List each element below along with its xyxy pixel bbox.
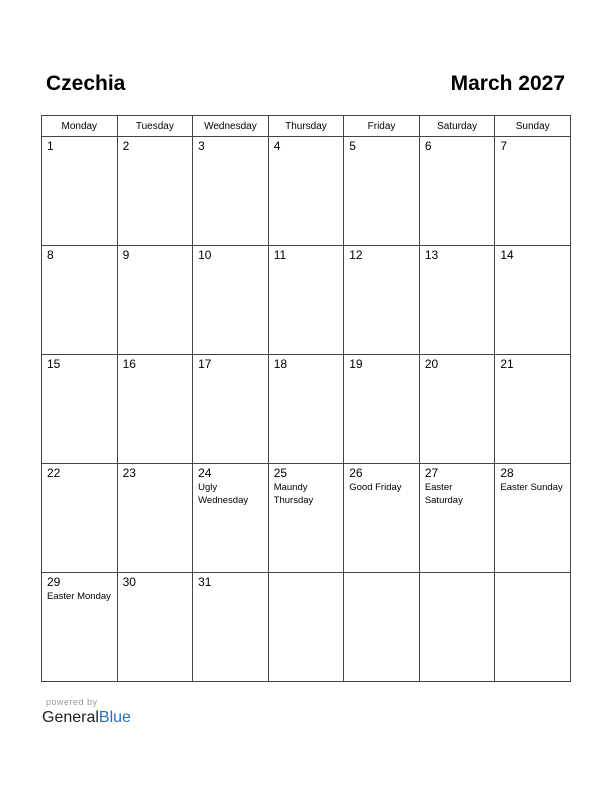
day-number: 7: [500, 139, 508, 153]
day-number: 31: [198, 575, 212, 589]
holiday-label: Easter Sunday: [500, 482, 563, 493]
country-title: Czechia: [46, 72, 126, 95]
day-cell: [117, 137, 193, 246]
day-cell: [344, 355, 420, 464]
day-cell: [193, 573, 269, 682]
day-number: 17: [198, 357, 212, 371]
month-title: March 2027: [450, 72, 565, 95]
weekday-header: Thursday: [268, 116, 344, 137]
day-number: 13: [424, 248, 439, 262]
day-number: 25: [273, 466, 288, 480]
day-cell: [42, 355, 118, 464]
day-cell: [117, 355, 193, 464]
day-number: 16: [122, 357, 136, 371]
day-cell: [419, 464, 495, 573]
day-number: 8: [47, 248, 54, 262]
day-number: 10: [198, 248, 212, 262]
day-cell: [117, 464, 193, 573]
day-cell: [268, 137, 344, 246]
week-row: [42, 355, 571, 464]
week-row: [42, 464, 571, 573]
day-number: 11: [273, 248, 287, 262]
day-number: 12: [349, 248, 363, 262]
day-number: 30: [122, 575, 136, 589]
day-cell: [193, 246, 269, 355]
holiday-label: Maundy Thursday: [273, 482, 314, 506]
day-number: 20: [424, 357, 439, 371]
day-cell: [344, 246, 420, 355]
day-cell: [268, 464, 344, 573]
day-cell: [193, 464, 269, 573]
day-number: 26: [349, 466, 363, 480]
day-number: 14: [500, 248, 514, 262]
week-row: [42, 573, 571, 682]
week-row: [42, 246, 571, 355]
weekday-header: Saturday: [419, 116, 495, 137]
day-cell: [42, 246, 118, 355]
day-cell: [193, 355, 269, 464]
day-number: 1: [47, 139, 54, 153]
weekday-header: Sunday: [495, 116, 571, 137]
weekday-header: Monday: [42, 116, 118, 137]
weekday-header: Wednesday: [193, 116, 269, 137]
day-number: 24: [198, 466, 212, 480]
weekday-header-row: [42, 116, 571, 137]
holiday-label: Ugly Wednesday: [198, 482, 249, 506]
day-cell: [495, 573, 571, 682]
day-cell: [344, 464, 420, 573]
day-number: 23: [122, 466, 136, 480]
day-cell: [42, 137, 118, 246]
day-cell: [117, 246, 193, 355]
day-cell: [268, 246, 344, 355]
day-number: 9: [122, 248, 130, 262]
day-cell: [268, 355, 344, 464]
day-number: 22: [47, 466, 61, 480]
day-number: 21: [500, 357, 514, 371]
holiday-label: Good Friday: [349, 482, 402, 493]
calendar-grid: [41, 115, 571, 682]
brand-blue: Blue: [98, 709, 131, 726]
weekday-header: Tuesday: [117, 116, 193, 137]
day-cell: [419, 573, 495, 682]
day-number: 15: [47, 357, 61, 371]
day-cell: [42, 573, 118, 682]
day-cell: [495, 464, 571, 573]
day-cell: [117, 573, 193, 682]
day-number: 18: [273, 357, 288, 371]
day-cell: [344, 573, 420, 682]
day-cell: [495, 355, 571, 464]
day-cell: [344, 137, 420, 246]
brand-general: General: [42, 709, 99, 726]
day-cell: [419, 137, 495, 246]
day-number: 29: [47, 575, 61, 589]
day-number: 3: [198, 139, 205, 153]
week-row: [42, 137, 571, 246]
day-cell: [419, 246, 495, 355]
day-cell: [419, 355, 495, 464]
day-number: 19: [349, 357, 363, 371]
holiday-label: Easter Monday: [47, 591, 111, 602]
day-number: 5: [349, 139, 356, 153]
day-cell: [42, 464, 118, 573]
day-number: 27: [424, 466, 439, 480]
day-number: 2: [122, 139, 130, 153]
day-cell: [268, 573, 344, 682]
day-cell: [193, 137, 269, 246]
generalblue-logo[interactable]: [42, 709, 131, 727]
day-number: 28: [500, 466, 514, 480]
powered-by-text: powered by: [46, 697, 98, 707]
weekday-header: Friday: [344, 116, 420, 137]
day-cell: [495, 137, 571, 246]
day-cell: [495, 246, 571, 355]
holiday-label: Easter Saturday: [424, 482, 463, 506]
day-number: 4: [273, 139, 281, 153]
day-number: 6: [424, 139, 432, 153]
